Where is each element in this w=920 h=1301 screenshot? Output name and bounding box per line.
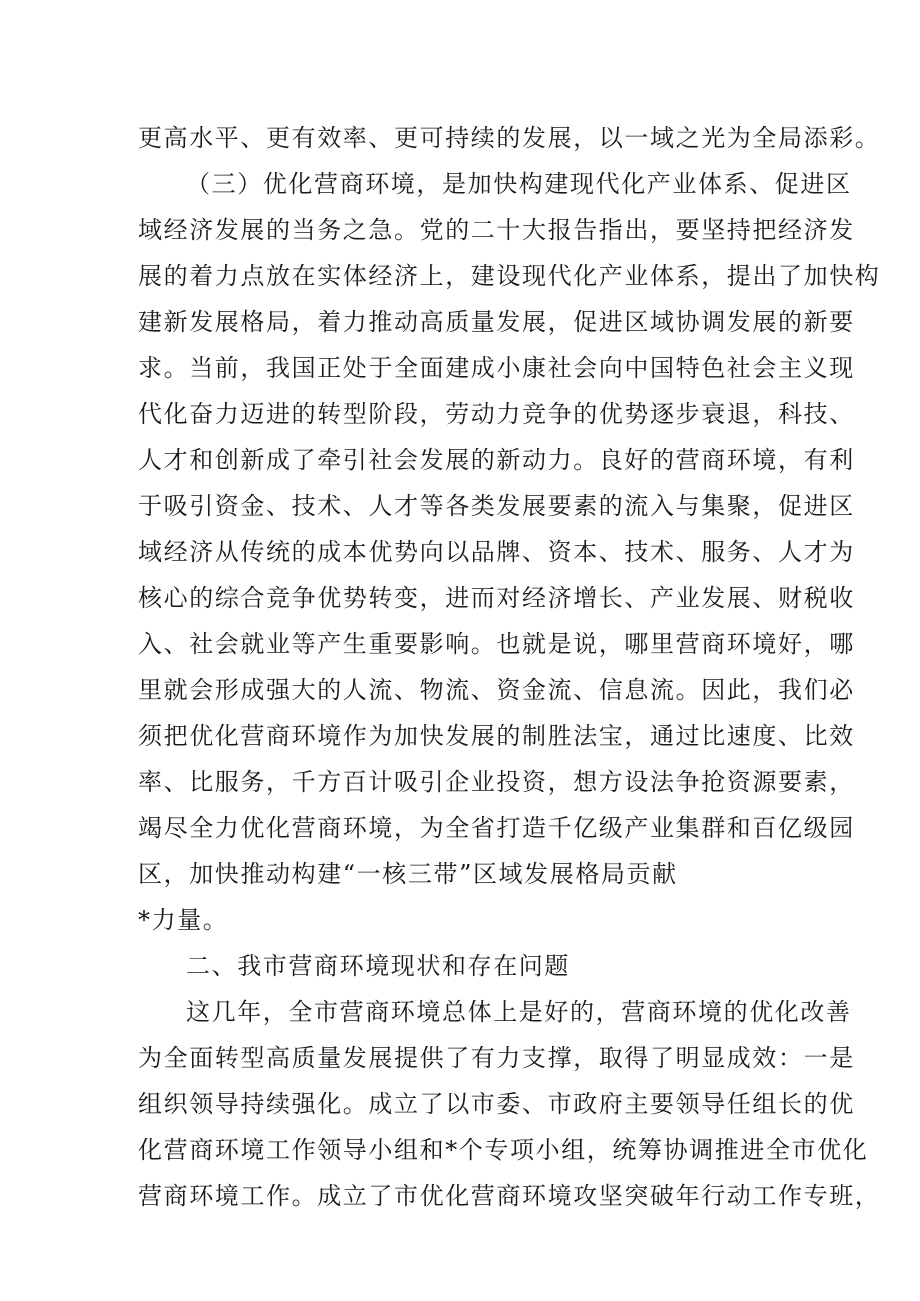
text-line-13: 里就会形成强大的人流、物流、资金流、信息流。因此，我们必: [138, 676, 855, 704]
text-line-18: *力量。: [138, 906, 229, 934]
text-line-7: 代化奋力迈进的转型阶段，劳动力竞争的优势逐步衰退，科技、: [138, 400, 855, 428]
text-line-14: 须把优化营商环境作为加快发展的制胜法宝，通过比速度、比效: [138, 722, 855, 750]
text-line-6: 求。当前，我国正处于全面建成小康社会向中国特色社会主义现: [138, 354, 855, 382]
text-line-3: 域经济发展的当务之急。党的二十大报告指出，要坚持把经济发: [138, 216, 855, 244]
text-line-9: 于吸引资金、技术、人才等各类发展要素的流入与集聚，促进区: [138, 492, 855, 520]
text-line-21: 为全面转型高质量发展提供了有力支撑，取得了明显成效：一是: [138, 1044, 855, 1072]
text-line-20: 这几年，全市营商环境总体上是好的，营商环境的优化改善: [186, 998, 852, 1026]
text-line-5: 建新发展格局，着力推动高质量发展，促进区域协调发展的新要: [138, 308, 855, 336]
text-line-1: 更高水平、更有效率、更可持续的发展，以一域之光为全局添彩。: [138, 124, 881, 152]
section-two-heading: 二、我市营商环境现状和存在问题: [186, 952, 570, 980]
text-line-24: 营商环境工作。成立了市优化营商环境攻坚突破年行动工作专班，: [138, 1182, 881, 1210]
text-line-10: 域经济从传统的成本优势向以品牌、资本、技术、服务、人才为: [138, 538, 855, 566]
text-line-12: 入、社会就业等产生重要影响。也就是说，哪里营商环境好，哪: [138, 630, 855, 658]
text-line-11: 核心的综合竞争优势转变，进而对经济增长、产业发展、财税收: [138, 584, 855, 612]
text-line-22: 组织领导持续强化。成立了以市委、市政府主要领导任组长的优: [138, 1090, 855, 1118]
text-line-17: 区，加快推动构建“一核三带”区域发展格局贡献: [138, 860, 678, 888]
text-line-16: 竭尽全力优化营商环境，为全省打造千亿级产业集群和百亿级园: [138, 814, 855, 842]
text-line-4: 展的着力点放在实体经济上，建设现代化产业体系，提出了加快构: [138, 262, 881, 290]
text-line-8: 人才和创新成了牵引社会发展的新动力。良好的营商环境，有利: [138, 446, 855, 474]
text-line-23: 化营商环境工作领导小组和*个专项小组，统筹协调推进全市优化: [138, 1136, 869, 1164]
text-line-15: 率、比服务，千方百计吸引企业投资，想方设法争抢资源要素，: [138, 768, 855, 796]
section-three-heading-line: （三）优化营商环境，是加快构建现代化产业体系、促进区: [186, 170, 852, 198]
